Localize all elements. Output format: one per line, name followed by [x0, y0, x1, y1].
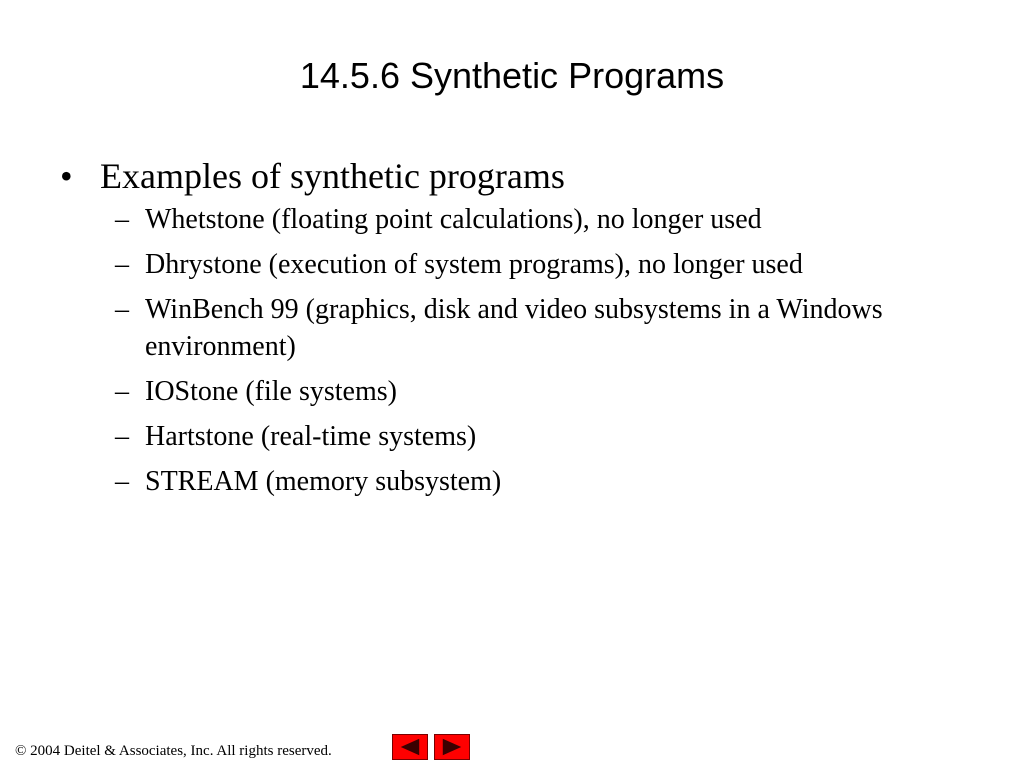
sub-item-dhrystone [115, 246, 960, 283]
copyright-symbol: © [15, 743, 27, 759]
copyright-text: 2004 Deitel & Associates, Inc. All rights reserved. [26, 743, 332, 759]
dash-mark: – [115, 204, 129, 235]
slide-title: 14.5.6 Synthetic Programs [299, 55, 725, 96]
slide-content [60, 153, 960, 508]
sub-item-stream [115, 463, 960, 500]
sub-item-iostone [115, 373, 960, 410]
right-arrow-icon [435, 735, 469, 759]
dash-mark: – [115, 421, 129, 452]
bullet-item [60, 153, 960, 199]
previous-slide-button[interactable] [392, 734, 428, 760]
sub-item-text: STREAM (memory subsystem) [145, 466, 502, 497]
dash-mark: – [115, 376, 129, 407]
dash-mark: – [115, 466, 129, 497]
sub-item-text: Whetstone (floating point calculations), no longer used [145, 204, 762, 235]
sub-item-text: IOStone (file systems) [145, 376, 397, 407]
left-arrow-icon [393, 735, 427, 759]
sub-item-text: Hartstone (real-time systems) [145, 421, 477, 452]
sub-item-hartstone [115, 418, 960, 455]
copyright-footer [15, 741, 332, 761]
sub-item-whetstone [115, 201, 960, 238]
next-slide-button[interactable] [434, 734, 470, 760]
dash-mark: – [115, 249, 129, 280]
sub-list [60, 201, 960, 500]
sub-item-text: Dhrystone (execution of system programs), no longer used [145, 249, 803, 280]
bullet-mark: • [60, 156, 73, 196]
sub-item-winbench [115, 291, 960, 365]
bullet-text: Examples of synthetic programs [100, 156, 565, 196]
dash-mark: – [115, 294, 129, 325]
sub-item-text: WinBench 99 (graphics, disk and video subsystems in a Windows environment) [145, 294, 883, 362]
